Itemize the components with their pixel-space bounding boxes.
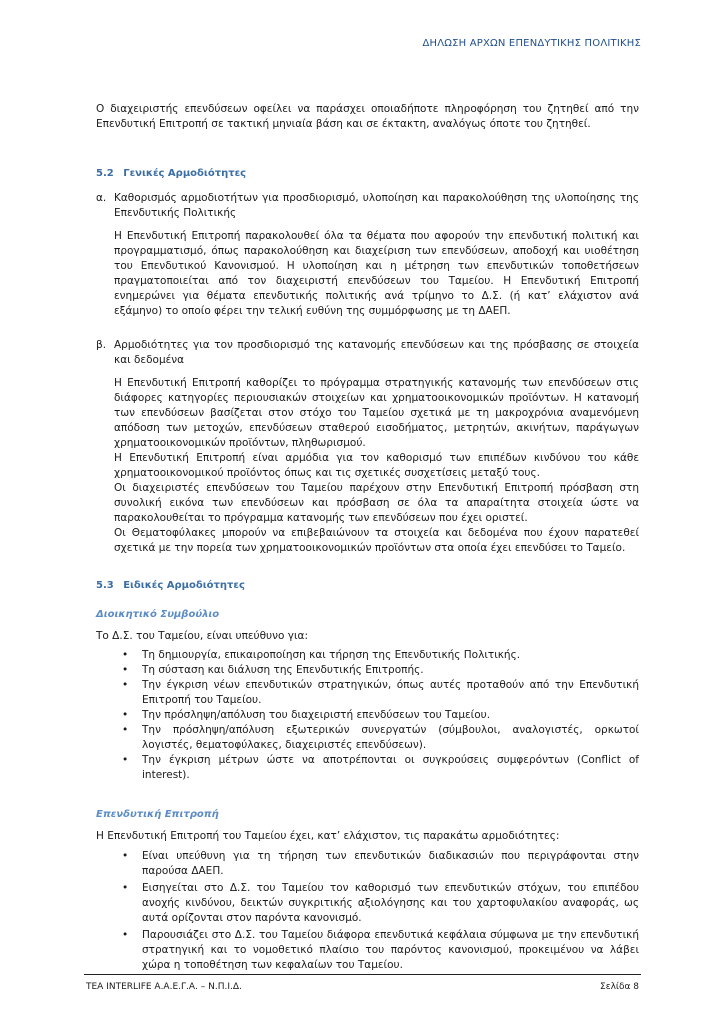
running-header: ΔΗΛΩΣΗ ΑΡΧΩΝ ΕΠΕΝΔΥΤΙΚΗΣ ΠΟΛΙΤΙΚΗΣ [422, 38, 641, 49]
item-marker: α. [96, 192, 107, 204]
list-item-b [96, 338, 639, 368]
bullet-icon: • [122, 882, 129, 894]
list-item: • Εισηγείται στο Δ.Σ. του Ταμείου τον καθορισμό των επενδυτικών στόχων, του επιπέδου ανοχής κινδύνου, δεικτών συγκριτικής αξιολόγησης και του χαρτοφυλακίου αναφοράς, ως αυτά ορίζονται στον παρόντα κανονισμό. [122, 882, 639, 924]
bullet-icon: • [122, 664, 129, 676]
bullet-icon: • [122, 679, 129, 691]
paragraph: Οι διαχειριστές επενδύσεων του Ταμείου παρέχουν στην Επενδυτική Επιτροπή πρόσβαση στη συνολική εικόνα των επενδύσεων και πρόσβαση σε όλα τα απαραίτητα στοιχεία ώστε να παρακολουθείται το πρόγραμμα κατανομής των επενδύσεων που έχει οριστεί. [114, 482, 639, 524]
intro-paragraph: Ο διαχειριστής επενδύσεων οφείλει να παράσχει οποιαδήποτε πληροφόρηση του ζητηθεί από την Επενδυτική Επιτροπή σε τακτική μηνιαία βάση και σε έκτακτη, αναλόγως όποτε του ζητηθεί. [96, 103, 639, 130]
section-number: 5.2 [96, 168, 114, 179]
paragraph: Η Επενδυτική Επιτροπή είναι αρμόδια για τον καθορισμό των επιπέδων κινδύνου του κάθε χρηματοοικονομικού προϊόντος όπως και τις σχετικές συσχετίσεις μεταξύ τους. [114, 452, 639, 479]
list-item: • Την έγκριση νέων επενδυτικών στρατηγικών, όπως αυτές προταθούν από την Επενδυτική Επιτροπή του Ταμείου. [122, 679, 639, 706]
board-lead: Το Δ.Σ. του Ταμείου, είναι υπεύθυνο για: [96, 630, 308, 642]
item-heading: Καθορισμός αρμοδιοτήτων για προσδιορισμό, υλοποίηση και παρακολούθηση της υλοποίησης της Επενδυτικής Πολιτικής [114, 192, 639, 219]
paragraph: Οι Θεματοφύλακες μπορούν να επιβεβαιώνουν τα στοιχεία και δεδομένα που έχουν παρατεθεί σχετικά με την πορεία των χρηματοοικονομικών προϊόντων στα οποία έχει επενδύσει το Ταμείο. [114, 527, 639, 554]
item-heading: Αρμοδιότητες για τον προσδιορισμό της κατανομής επενδύσεων και της πρόσβασης σε στοιχεία και δεδομένα [114, 339, 639, 366]
list-item: • Την πρόσληψη/απόλυση εξωτερικών συνεργατών (σύμβουλοι, αναλογιστές, ορκωτοί λογιστές, θεματοφύλακες, διαχειριστές επενδύσεων). [122, 724, 639, 751]
page-number: Σελίδα 8 [600, 982, 639, 992]
item-a-body [96, 229, 639, 319]
footer-organization: ΤΕΑ INTERLIFE Α.Α.Ε.Γ.Α. – Ν.Π.Ι.Δ. [86, 982, 242, 992]
committee-bullet-list [96, 849, 639, 973]
bullet-icon: • [122, 724, 129, 736]
board-bullet-list [96, 648, 639, 783]
footer-divider [84, 974, 641, 975]
committee-subheading: Επενδυτική Επιτροπή [96, 809, 219, 820]
bullet-icon: • [122, 649, 129, 661]
list-item: • Παρουσιάζει στο Δ.Σ. του Ταμείου διάφορα επενδυτικά κεφάλαια σύμφωνα με την επενδυτική στρατηγική και το νομοθετικό πλαίσιο του παρόντος κανονισμού, προκειμένου να λάβει χώρα η τοποθέτηση των κεφαλαίων του Ταμείου. [122, 929, 639, 971]
bullet-icon: • [122, 929, 129, 941]
paragraph: Η Επενδυτική Επιτροπή παρακολουθεί όλα τα θέματα που αφορούν την επενδυτική πολιτική και προγραμματισμό, όπως παρακολούθηση και διαχείριση των επενδύσεων, αποδοχή και υιοθέτηση του Επενδυτικού Κανονισμού. Η υλοποίηση και η μέτρηση των επενδυτικών τοποθετήσεων πραγματοποιείται από τον διαχειριστή επενδύσεων του Ταμείου. Η Επενδυτική Επιτροπή ενημερώνει για θέματα επενδυτικής πολιτικής ανά τρίμηνο το Δ.Σ. (ή κατ’ ελάχιστον ανά εξάμηνο) το οποίο φέρει την τελική ευθύνη της συμμόρφωσης με τη ΔΑΕΠ. [114, 230, 639, 317]
bullet-icon: • [122, 709, 129, 721]
section-title: Ειδικές Αρμοδιότητες [123, 580, 245, 591]
bullet-icon: • [122, 754, 129, 766]
committee-lead: Η Επενδυτική Επιτροπή του Ταμείου έχει, κατ’ ελάχιστον, τις παρακάτω αρμοδιότητες: [96, 830, 560, 842]
section-title: Γενικές Αρμοδιότητες [123, 168, 247, 179]
list-item: • Την πρόσληψη/απόλυση του διαχειριστή επενδύσεων του Ταμείου. [122, 709, 491, 721]
section-5-3-heading [96, 578, 639, 593]
page-content [96, 102, 639, 973]
section-number: 5.3 [96, 580, 114, 591]
list-item: • Τη σύσταση και διάλυση της Επενδυτικής Επιτροπής. [122, 664, 424, 676]
board-subheading: Διοικητικό Συμβούλιο [96, 609, 220, 620]
list-item-a [96, 191, 639, 221]
list-item: • Είναι υπεύθυνη για τη τήρηση των επενδυτικών διαδικασιών που περιγράφονται στην παρούσα ΔΑΕΠ. [122, 850, 639, 877]
item-b-body [96, 376, 639, 556]
paragraph: Η Επενδυτική Επιτροπή καθορίζει το πρόγραμμα στρατηγικής κατανομής των επενδύσεων στις διάφορες κατηγορίες περιουσιακών στοιχείων και χρηματοοικονομικών προϊόντων. Η κατανομή των επενδύσεων βασίζεται στον στόχο του Ταμείου σχετικά με τη μακροχρόνια αναμενόμενη απόδοση των μετοχών, επενδύσεων σταθερού εισοδήματος, μετρητών, ακινήτων, παράγωγων χρηματοοικονομικών προϊόντων, πληθωρισμού. [114, 377, 639, 449]
list-item: • Τη δημιουργία, επικαιροποίηση και τήρηση της Επενδυτικής Πολιτικής. [122, 649, 521, 661]
item-marker: β. [96, 339, 107, 351]
section-5-2-heading [96, 166, 639, 181]
bullet-icon: • [122, 850, 129, 862]
list-item: • Την έγκριση μέτρων ώστε να αποτρέπονται οι συγκρούσεις συμφερόντων (Conflict of interest). [122, 754, 639, 781]
